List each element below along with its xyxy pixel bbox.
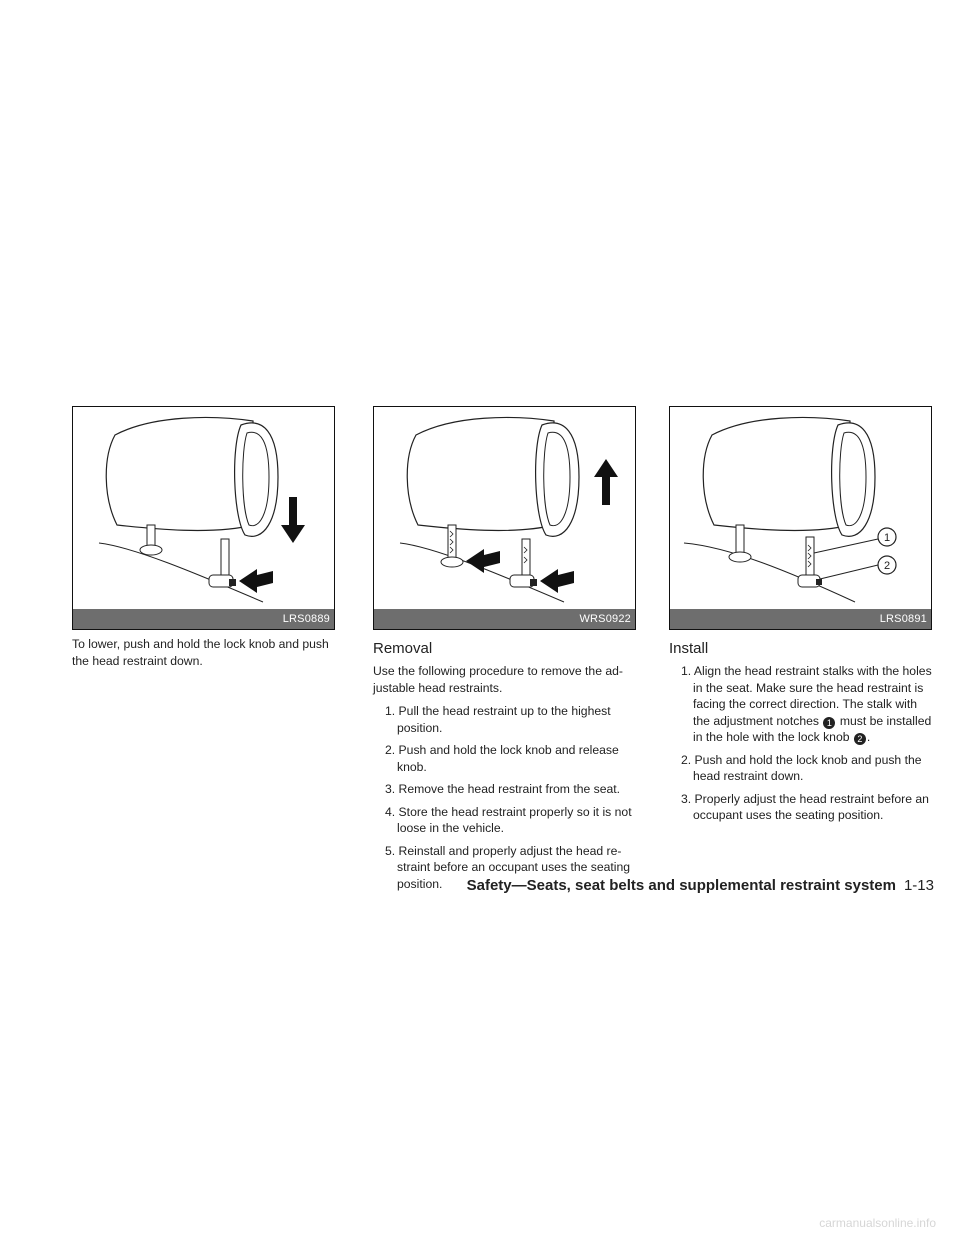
figure-lower-head-restraint xyxy=(72,406,335,630)
install-step-1-text-b: must be installed in the hole with the lock knob xyxy=(693,713,932,744)
install-heading: Install xyxy=(669,640,709,657)
head-restraint-install-illustration xyxy=(670,407,931,607)
arrow-left-icon xyxy=(540,569,574,593)
figure-install xyxy=(669,406,932,630)
footer-section-title: Safety—Seats, seat belts and supplemental restraint system xyxy=(466,877,896,894)
list-item: 3. Properly adjust the head restraint before an occupant uses the seating position. xyxy=(681,791,929,822)
list-item: 3. Remove the head restraint from the seat. xyxy=(385,782,621,796)
column-2 xyxy=(373,406,636,898)
list-item: 5. Reinstall and properly adjust the head re-straint before an occupant uses the seating position. xyxy=(385,843,631,891)
removal-steps xyxy=(373,703,636,892)
list-item: 4. Store the head restraint properly so it is not loose in the vehicle. xyxy=(385,804,632,835)
figure-removal xyxy=(373,406,636,630)
arrow-left-icon xyxy=(466,549,500,573)
page-number: 1-13 xyxy=(903,877,934,894)
arrow-left-icon xyxy=(239,569,273,593)
column-1 xyxy=(72,406,335,670)
install-step-1-text-c: . xyxy=(866,730,871,744)
callout-1-label: 1 xyxy=(883,532,891,544)
lower-instruction: To lower, push and hold the lock knob and push the head restraint down. xyxy=(72,637,329,668)
install-steps xyxy=(669,663,932,824)
head-restraint-up-illustration xyxy=(374,407,635,607)
column-3 xyxy=(669,406,932,830)
list-item: 2. Push and hold the lock knob and release knob. xyxy=(385,743,619,774)
figure-caption: WRS0922 xyxy=(374,609,635,629)
removal-intro: Use the following procedure to remove the ad-justable head restraints. xyxy=(373,664,623,695)
arrow-down-icon xyxy=(281,497,305,543)
list-item: 2. Push and hold the lock knob and push the head restraint down. xyxy=(681,752,922,783)
figure-caption: LRS0889 xyxy=(73,609,334,629)
callout-1-badge: 1 xyxy=(823,717,835,729)
arrow-up-icon xyxy=(594,459,618,505)
figure-caption: LRS0891 xyxy=(670,609,931,629)
list-item xyxy=(669,663,932,746)
callout-2-badge: 2 xyxy=(854,733,866,745)
page-footer xyxy=(467,877,934,894)
list-item: 1. Pull the head restraint up to the highest position. xyxy=(385,704,611,735)
head-restraint-down-illustration xyxy=(73,407,334,607)
removal-heading: Removal xyxy=(373,640,433,657)
install-step-1-text-a: 1. Align the head restraint stalks with the holes in the seat. Make sure the head restraint is facing the correct direction. The stalk with the adjustment notches xyxy=(681,664,932,728)
callout-2-label: 2 xyxy=(883,560,891,572)
watermark: carmanualsonline.info xyxy=(819,1216,936,1230)
